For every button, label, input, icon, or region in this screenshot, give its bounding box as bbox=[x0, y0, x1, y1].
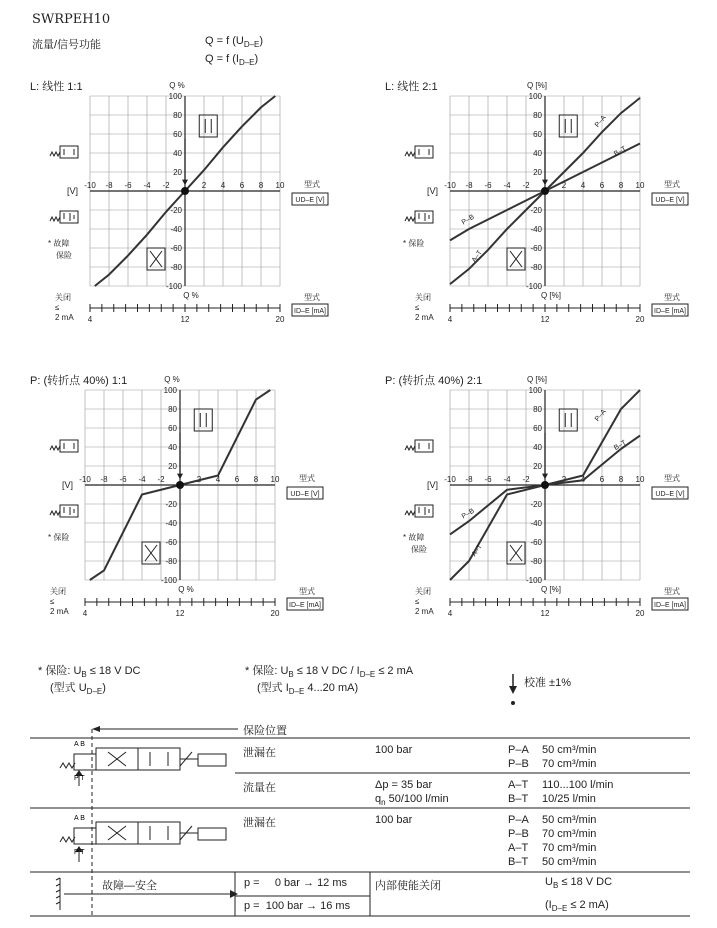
row2-label: 流量在 bbox=[243, 782, 276, 794]
series-label: A–T bbox=[470, 543, 484, 558]
ma-tick-label: 4 bbox=[447, 609, 453, 618]
flow-open-icon bbox=[199, 115, 217, 137]
y-tick-label: 60 bbox=[533, 130, 542, 139]
x-tick-label: -4 bbox=[143, 181, 151, 190]
x-tick-label: 10 bbox=[270, 475, 280, 484]
x-tick-label: 2 bbox=[196, 475, 202, 484]
x-tick-label: -8 bbox=[100, 475, 108, 484]
x-tick-label: 4 bbox=[580, 181, 586, 190]
q-axis-label-bottom: Q % bbox=[183, 291, 199, 300]
calibration-arrow-head bbox=[182, 180, 188, 186]
y-tick-label: -40 bbox=[530, 225, 542, 234]
page-subtitle: 流量/信号功能 bbox=[32, 39, 102, 51]
ub-condition: $U_B \le 18$ V DC bbox=[545, 876, 613, 891]
note-1: * 保险: $U_B \le 18$ V DC (型式 $U_{D-E}$) bbox=[38, 665, 141, 697]
x-tick-label: -2 bbox=[162, 181, 170, 190]
y-tick-label: 100 bbox=[528, 386, 542, 395]
valve-symbol-2 bbox=[60, 822, 226, 862]
valve-closed-icon bbox=[405, 211, 433, 223]
ide-condition: ($I_{D-E} \le 2$ mA) bbox=[545, 899, 609, 914]
model-unit-label: ID–E [mA] bbox=[294, 308, 326, 315]
chart-svg bbox=[30, 74, 340, 334]
ma-tick-label: 20 bbox=[635, 315, 645, 324]
y-tick-label: 40 bbox=[533, 149, 542, 158]
y-tick-label: 100 bbox=[528, 92, 542, 101]
series-label: P–A bbox=[593, 114, 608, 129]
y-tick-label: 20 bbox=[173, 168, 182, 177]
le-label: ≤ bbox=[415, 597, 420, 606]
model-unit-label: UD–E [V] bbox=[655, 197, 685, 204]
x-tick-label: 10 bbox=[635, 181, 645, 190]
y-tick-label: -100 bbox=[525, 282, 542, 291]
closed-label: 关闭 bbox=[50, 587, 66, 596]
y-tick-label: 60 bbox=[533, 424, 542, 433]
ma-tick-label: 20 bbox=[635, 609, 645, 618]
y-tick-label: -60 bbox=[165, 538, 177, 547]
q-axis-label-bottom: Q [%] bbox=[540, 585, 562, 594]
y-tick-label: -80 bbox=[530, 557, 542, 566]
x-tick-label: 2 bbox=[201, 181, 207, 190]
le-label: ≤ bbox=[50, 597, 55, 606]
y-tick-label: 60 bbox=[173, 130, 182, 139]
y-tick-label: -20 bbox=[530, 500, 542, 509]
x-tick-label: 6 bbox=[239, 181, 245, 190]
model-label: 型式 bbox=[304, 293, 320, 302]
calibration-arrow-head bbox=[542, 180, 548, 186]
row3-value: 100 bar bbox=[375, 814, 413, 826]
x-tick-label: 10 bbox=[635, 475, 645, 484]
safe-label: * 保险 bbox=[403, 239, 425, 248]
y-tick-label: 20 bbox=[168, 462, 177, 471]
x-tick-label: 4 bbox=[215, 475, 221, 484]
fault-label: * 故障 bbox=[48, 239, 70, 248]
ma-tick-label: 20 bbox=[270, 609, 280, 618]
x-tick-label: -2 bbox=[522, 181, 530, 190]
y-axis-label: Q % bbox=[169, 81, 185, 90]
chart-linear-1-1 bbox=[30, 74, 340, 339]
x-tick-label: 8 bbox=[258, 181, 264, 190]
y-axis-label: Q [%] bbox=[526, 375, 548, 384]
closed-label: 关闭 bbox=[415, 293, 431, 302]
model-unit-label: UD–E [V] bbox=[295, 197, 325, 204]
x-tick-label: 4 bbox=[580, 475, 586, 484]
model-unit-label: UD–E [V] bbox=[290, 491, 320, 498]
le-label: ≤ bbox=[415, 303, 420, 312]
chart-svg bbox=[385, 74, 695, 334]
ma-tick-label: 4 bbox=[87, 315, 93, 324]
x-tick-label: 2 bbox=[561, 475, 567, 484]
y-tick-label: -60 bbox=[170, 244, 182, 253]
q-axis-label-bottom: Q % bbox=[178, 585, 194, 594]
model-label: 型式 bbox=[664, 587, 680, 596]
y-tick-label: 100 bbox=[163, 386, 177, 395]
svg-text:P T: P T bbox=[74, 775, 85, 782]
x-tick-label: -4 bbox=[503, 475, 511, 484]
ma-tick-label: 12 bbox=[540, 609, 550, 618]
y-tick-label: 40 bbox=[173, 149, 182, 158]
y-tick-label: 80 bbox=[168, 405, 177, 414]
valve-closed-icon bbox=[50, 211, 78, 223]
svg-text:A B: A B bbox=[74, 815, 85, 822]
x-tick-label: 8 bbox=[253, 475, 259, 484]
calibration-note: 校准 ±1% bbox=[524, 677, 571, 689]
x-tick-label: 8 bbox=[618, 475, 624, 484]
model-unit-label: ID–E [mA] bbox=[654, 308, 686, 315]
y-tick-label: 80 bbox=[533, 405, 542, 414]
ma-label: 2 mA bbox=[50, 607, 69, 616]
series-label: B–T bbox=[612, 439, 628, 452]
row1-value: 100 bar bbox=[375, 744, 413, 756]
y-tick-label: -40 bbox=[530, 519, 542, 528]
x-tick-label: 6 bbox=[599, 181, 605, 190]
x-tick-label: 4 bbox=[220, 181, 226, 190]
series-line bbox=[545, 98, 640, 191]
x-tick-label: -8 bbox=[465, 475, 473, 484]
y-tick-label: 100 bbox=[168, 92, 182, 101]
valve-open-icon bbox=[405, 440, 433, 452]
formula-2: Q = f $(I_{D-E})$ bbox=[205, 53, 259, 68]
safe-label: 保险 bbox=[411, 545, 427, 554]
fault-label: * 故障 bbox=[403, 533, 425, 542]
row2-values: Δp = 35 bar $q_n$ 50/100 l/min bbox=[375, 779, 449, 808]
pressure-time-1: p = 0 bar → 12 ms bbox=[244, 877, 348, 889]
y-tick-label: -60 bbox=[530, 244, 542, 253]
chart-linear-2-1 bbox=[385, 74, 695, 339]
model-unit-label: ID–E [mA] bbox=[654, 602, 686, 609]
closed-label: 关闭 bbox=[415, 587, 431, 596]
x-tick-label: 2 bbox=[561, 181, 567, 190]
x-tick-label: -6 bbox=[484, 475, 492, 484]
y-tick-label: 40 bbox=[533, 443, 542, 452]
zero-point bbox=[541, 481, 549, 489]
x-axis-unit: [V] bbox=[426, 186, 438, 196]
x-tick-label: -2 bbox=[522, 475, 530, 484]
chart-knee-2-1 bbox=[385, 368, 695, 633]
x-tick-label: 10 bbox=[275, 181, 285, 190]
svg-text:P T: P T bbox=[74, 849, 85, 856]
internal-enable-off: 内部使能关闭 bbox=[375, 880, 441, 892]
y-tick-label: -20 bbox=[165, 500, 177, 509]
y-tick-label: -20 bbox=[170, 206, 182, 215]
valve-open-icon bbox=[50, 440, 78, 452]
model-label: 型式 bbox=[664, 180, 680, 189]
series-label: P–B bbox=[460, 213, 476, 227]
formula-1: Q = f $(U_{D-E})$ bbox=[205, 35, 264, 50]
ma-label: 2 mA bbox=[55, 313, 74, 322]
x-axis-unit: [V] bbox=[66, 186, 78, 196]
zero-point bbox=[541, 187, 549, 195]
series-label: A–T bbox=[470, 249, 484, 264]
x-tick-label: -10 bbox=[84, 181, 96, 190]
x-tick-label: -2 bbox=[157, 475, 165, 484]
model-label: 型式 bbox=[664, 474, 680, 483]
chart-title: L: 线性 1:1 bbox=[30, 81, 83, 93]
x-tick-label: 6 bbox=[599, 475, 605, 484]
fault-safe-label: 故障—安全 bbox=[100, 877, 159, 893]
calibration-arrow-icon bbox=[505, 672, 521, 708]
x-tick-label: -6 bbox=[484, 181, 492, 190]
x-tick-label: 6 bbox=[234, 475, 240, 484]
row3-label: 泄漏在 bbox=[243, 817, 276, 829]
y-tick-label: -40 bbox=[165, 519, 177, 528]
series-label: P–B bbox=[460, 507, 476, 521]
y-axis-label: Q [%] bbox=[526, 81, 548, 90]
ma-tick-label: 20 bbox=[275, 315, 285, 324]
valve-closed-icon bbox=[50, 505, 78, 517]
y-tick-label: -100 bbox=[160, 576, 177, 585]
y-tick-label: -80 bbox=[170, 263, 182, 272]
series-label: P–A bbox=[593, 408, 608, 423]
le-label: ≤ bbox=[55, 303, 60, 312]
ma-tick-label: 12 bbox=[175, 609, 185, 618]
ma-tick-label: 4 bbox=[447, 315, 453, 324]
x-tick-label: -10 bbox=[444, 475, 456, 484]
row1-label: 泄漏在 bbox=[243, 747, 276, 759]
calibration-arrow-head bbox=[542, 474, 548, 480]
safe-label: * 保险 bbox=[48, 533, 70, 542]
y-tick-label: 40 bbox=[168, 443, 177, 452]
valve-table-svg bbox=[30, 716, 700, 926]
model-label: 型式 bbox=[304, 180, 320, 189]
chart-svg bbox=[30, 368, 340, 628]
model-label: 型式 bbox=[299, 474, 315, 483]
note-2: * 保险: $U_B \le 18$ V DC / $I_{D-E} \le 2$ mA (型式 $I_{D-E}$ 4...20 mA) bbox=[245, 665, 414, 697]
x-tick-label: -4 bbox=[503, 181, 511, 190]
ma-tick-label: 12 bbox=[540, 315, 550, 324]
x-tick-label: -8 bbox=[105, 181, 113, 190]
y-tick-label: 80 bbox=[173, 111, 182, 120]
series-line bbox=[545, 390, 640, 485]
model-label: 型式 bbox=[664, 293, 680, 302]
y-tick-label: -40 bbox=[170, 225, 182, 234]
safety-position-label: 保险位置 bbox=[243, 725, 287, 737]
y-tick-label: -60 bbox=[530, 538, 542, 547]
model-unit-label: UD–E [V] bbox=[655, 491, 685, 498]
row1-items: P–A 50 cm³/min P–B 70 cm³/min bbox=[508, 744, 597, 770]
y-tick-label: 60 bbox=[168, 424, 177, 433]
svg-text:A B: A B bbox=[74, 741, 85, 748]
row2-items: A–T 110...100 l/min B–T 10/25 l/min bbox=[508, 779, 614, 805]
y-tick-label: -100 bbox=[525, 576, 542, 585]
y-tick-label: 80 bbox=[533, 111, 542, 120]
y-tick-label: -80 bbox=[165, 557, 177, 566]
x-tick-label: -6 bbox=[124, 181, 132, 190]
chart-svg bbox=[385, 368, 695, 628]
model-unit-label: ID–E [mA] bbox=[289, 602, 321, 609]
valve-closed-icon bbox=[405, 505, 433, 517]
y-axis-label: Q % bbox=[164, 375, 180, 384]
ma-label: 2 mA bbox=[415, 313, 434, 322]
zero-point bbox=[176, 481, 184, 489]
closed-label: 关闭 bbox=[55, 293, 71, 302]
ma-tick-label: 12 bbox=[180, 315, 190, 324]
ma-label: 2 mA bbox=[415, 607, 434, 616]
y-tick-label: -100 bbox=[165, 282, 182, 291]
valve-open-icon bbox=[50, 146, 78, 158]
x-tick-label: 8 bbox=[618, 181, 624, 190]
x-tick-label: -10 bbox=[444, 181, 456, 190]
x-tick-label: -10 bbox=[79, 475, 91, 484]
chart-title: P: (转折点 40%) 2:1 bbox=[385, 375, 483, 387]
y-tick-label: 20 bbox=[533, 462, 542, 471]
chart-knee-1-1 bbox=[30, 368, 340, 633]
y-tick-label: -20 bbox=[530, 206, 542, 215]
row3-items: P–A 50 cm³/min P–B 70 cm³/min A–T 70 cm³/min B–T 50 cm³/min bbox=[508, 814, 597, 868]
calibration-arrow-head bbox=[177, 474, 183, 480]
y-tick-label: 20 bbox=[533, 168, 542, 177]
chart-title: L: 线性 2:1 bbox=[385, 81, 438, 93]
zero-point bbox=[181, 187, 189, 195]
x-axis-unit: [V] bbox=[61, 480, 73, 490]
x-tick-label: -4 bbox=[138, 475, 146, 484]
ma-tick-label: 4 bbox=[82, 609, 88, 618]
flow-open-icon bbox=[559, 115, 577, 137]
pressure-time-2: p = 100 bar → 16 ms bbox=[244, 900, 351, 912]
y-tick-label: -80 bbox=[530, 263, 542, 272]
x-tick-label: -6 bbox=[119, 475, 127, 484]
model-label: 型式 bbox=[299, 587, 315, 596]
safe-label: 保险 bbox=[56, 251, 72, 260]
page-title: SWRPEH10 bbox=[32, 12, 111, 27]
q-axis-label-bottom: Q [%] bbox=[540, 291, 562, 300]
valve-open-icon bbox=[405, 146, 433, 158]
x-axis-unit: [V] bbox=[426, 480, 438, 490]
series-label: B–T bbox=[612, 145, 628, 158]
valve-symbol-1 bbox=[60, 748, 226, 786]
x-tick-label: -8 bbox=[465, 181, 473, 190]
chart-title: P: (转折点 40%) 1:1 bbox=[30, 375, 128, 387]
